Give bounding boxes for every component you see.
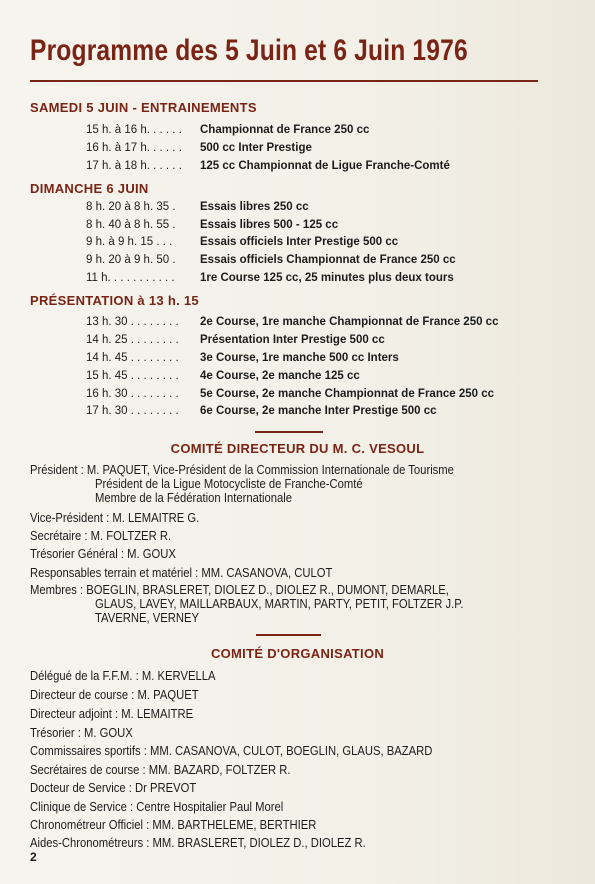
schedule-desc: 6e Course, 2e manche Inter Prestige 500 cc (200, 405, 437, 417)
schedule-row (86, 388, 494, 400)
schedule-desc: 4e Course, 2e manche 125 cc (200, 370, 360, 382)
schedule-time: 15 h. 45 . . . . . . . . (86, 370, 179, 382)
schedule-row (86, 124, 369, 136)
organisation-line: Directeur de course : M. PAQUET (30, 688, 199, 702)
secretaire-line: Secrétaire : M. FOLTZER R. (30, 529, 172, 543)
schedule-row (86, 160, 450, 172)
president-line-3: Membre de la Fédération Internationale (95, 491, 293, 505)
schedule-row (86, 316, 498, 328)
president-line-2: Président de la Ligue Motocycliste de Franche-Comté (95, 477, 363, 491)
president-line: Président : M. PAQUET, Vice-Président de la Commission Internationale de Tourisme (30, 463, 454, 477)
organisation-line: Directeur adjoint : M. LEMAITRE (30, 707, 194, 721)
schedule-time: 13 h. 30 . . . . . . . . (86, 316, 179, 328)
schedule-desc: Essais officiels Inter Prestige 500 cc (200, 236, 399, 248)
schedule-row (86, 254, 456, 266)
schedule-row (86, 405, 437, 417)
schedule-desc: 1re Course 125 cc, 25 minutes plus deux tours (200, 272, 454, 284)
organisation-line: Aides-Chronométreurs : MM. BRASLERET, DIOLEZ D., DIOLEZ R. (30, 836, 366, 850)
saturday-heading: SAMEDI 5 JUIN - ENTRAINEMENTS (30, 100, 257, 115)
membres-line: Membres : BOEGLIN, BRASLERET, DIOLEZ D., DIOLEZ R., DUMONT, DEMARLE, (30, 583, 449, 597)
schedule-desc: Essais libres 250 cc (200, 201, 309, 213)
section-divider (256, 634, 321, 636)
schedule-row (86, 201, 309, 213)
schedule-desc: Présentation Inter Prestige 500 cc (200, 334, 385, 346)
organisation-line: Commissaires sportifs : MM. CASANOVA, CULOT, BOEGLIN, GLAUS, BAZARD (30, 744, 433, 758)
schedule-time: 17 h. à 18 h. . . . . . (86, 160, 182, 172)
page-title: Programme des 5 Juin et 6 Juin 1976 (30, 34, 468, 67)
schedule-desc: Championnat de France 250 cc (200, 124, 370, 136)
schedule-time: 8 h. 40 à 8 h. 55 . (86, 219, 176, 231)
organisation-line: Clinique de Service : Centre Hospitalier Paul Morel (30, 800, 284, 814)
schedule-time: 16 h. à 17 h. . . . . . (86, 142, 182, 154)
schedule-time: 9 h. à 9 h. 15 . . . (86, 236, 173, 248)
presentation-heading: PRÉSENTATION à 13 h. 15 (30, 293, 199, 308)
schedule-desc: Essais libres 500 - 125 cc (200, 219, 339, 231)
schedule-desc: 2e Course, 1re manche Championnat de France 250 cc (200, 316, 499, 328)
schedule-time: 14 h. 45 . . . . . . . . (86, 352, 179, 364)
schedule-row (86, 219, 338, 231)
schedule-time: 11 h. . . . . . . . . . . (86, 272, 175, 284)
membres-line-2: GLAUS, LAVEY, MAILLARBAUX, MARTIN, PARTY, PETIT, FOLTZER J.P. (95, 597, 464, 611)
schedule-desc: 3e Course, 1re manche 500 cc Inters (200, 352, 399, 364)
comite-organisation-heading: COMITÉ D'ORGANISATION (210, 646, 385, 661)
tresorier-line: Trésorier Général : M. GOUX (30, 547, 176, 561)
schedule-time: 8 h. 20 à 8 h. 35 . (86, 201, 176, 213)
page-number: 2 (30, 850, 37, 864)
schedule-row (86, 272, 454, 284)
vice-president-line: Vice-Président : M. LEMAITRE G. (30, 511, 200, 525)
membres-line-3: TAVERNE, VERNEY (95, 611, 199, 625)
responsables-line: Responsables terrain et matériel : MM. CASANOVA, CULOT (30, 566, 333, 580)
title-rule (30, 80, 538, 82)
schedule-time: 17 h. 30 . . . . . . . . (86, 405, 179, 417)
schedule-row (86, 352, 399, 364)
schedule-time: 14 h. 25 . . . . . . . . (86, 334, 179, 346)
schedule-desc: Essais officiels Championnat de France 250 cc (200, 254, 456, 266)
organisation-line: Docteur de Service : Dr PREVOT (30, 781, 197, 795)
sunday-heading: DIMANCHE 6 JUIN (30, 181, 149, 196)
schedule-desc: 500 cc Inter Prestige (200, 142, 312, 154)
comite-directeur-heading: COMITÉ DIRECTEUR DU M. C. VESOUL (170, 441, 425, 456)
schedule-desc: 5e Course, 2e manche Championnat de France 250 cc (200, 388, 495, 400)
schedule-row (86, 142, 312, 154)
organisation-line: Chronométreur Officiel : MM. BARTHELEME, BERTHIER (30, 818, 317, 832)
schedule-row (86, 334, 385, 346)
schedule-desc: 125 cc Championnat de Ligue Franche-Comté (200, 160, 450, 172)
schedule-time: 16 h. 30 . . . . . . . . (86, 388, 179, 400)
schedule-time: 9 h. 20 à 9 h. 50 . (86, 254, 176, 266)
schedule-row (86, 370, 360, 382)
section-divider (255, 431, 323, 433)
organisation-line: Secrétaires de course : MM. BAZARD, FOLTZER R. (30, 763, 291, 777)
organisation-line: Trésorier : M. GOUX (30, 726, 133, 740)
organisation-line: Délégué de la F.F.M. : M. KERVELLA (30, 669, 216, 683)
schedule-row (86, 236, 398, 248)
schedule-time: 15 h. à 16 h. . . . . . (86, 124, 182, 136)
